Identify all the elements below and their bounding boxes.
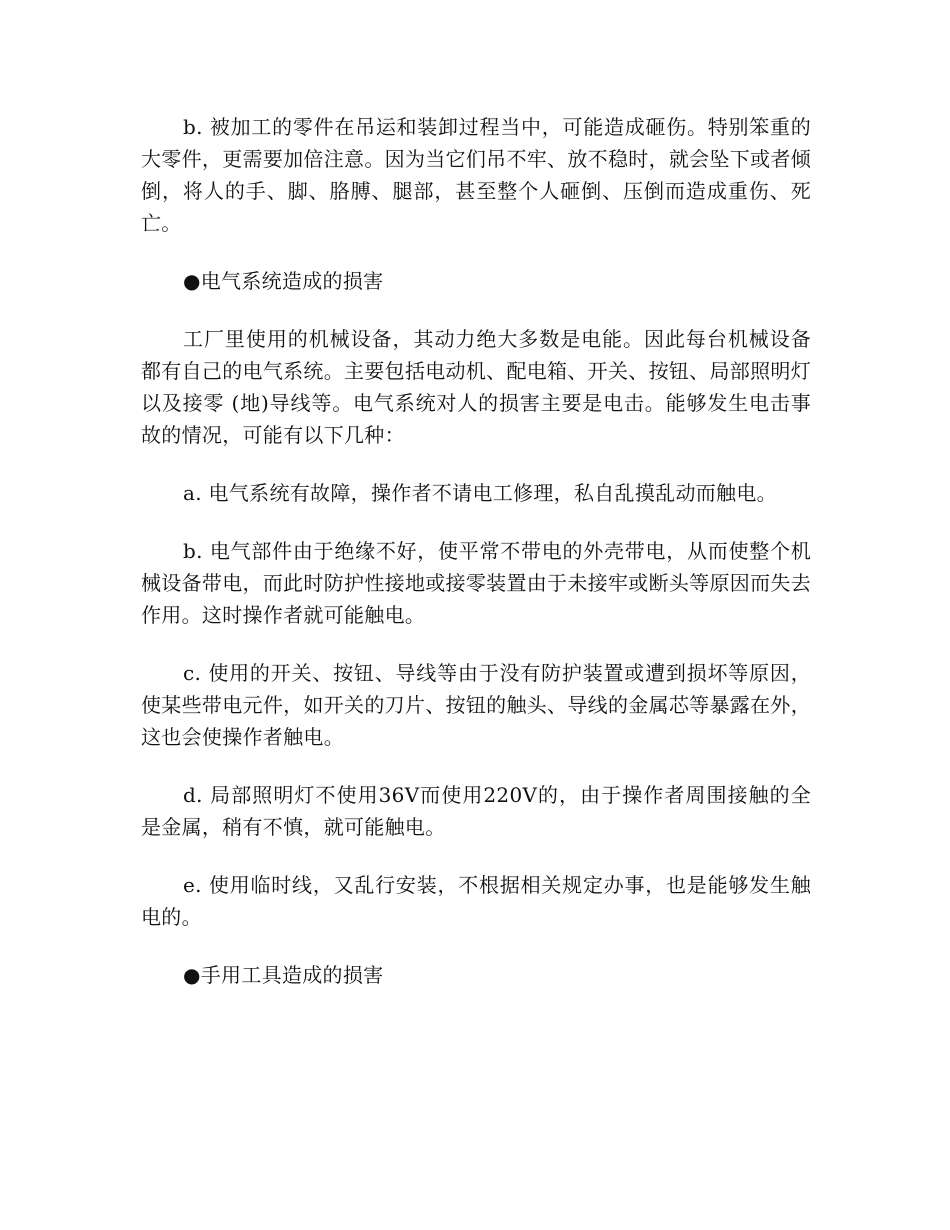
paragraph-b-lifting-injury: b. 被加工的零件在吊运和装卸过程当中，可能造成砸伤。特别笨重的大零件，更需要加倍注意。因为当它们吊不牢、放不稳时，就会坠下或者倾倒，将人的手、脚、胳膊、腿部，甚至整个人砸倒、压倒而造成重伤、死亡。 — [141, 115, 811, 235]
section-heading-hand-tools: ●手用工具造成的损害 — [183, 963, 384, 987]
document-body — [141, 111, 811, 1017]
paragraph-e-temporary-wiring: e. 使用临时线，又乱行安装，不根据相关规定办事，也是能够发生触电的。 — [141, 873, 811, 929]
paragraph-d-lighting-voltage: d. 局部照明灯不使用36V而使用220V的，由于操作者周围接触的全是金属，稍有不慎，就可能触电。 — [141, 783, 811, 839]
paragraph-c-exposed-parts: c. 使用的开关、按钮、导线等由于没有防护装置或遭到损坏等原因，使某些带电元件，如开关的刀片、按钮的触头、导线的金属芯等暴露在外，这也会使操作者触电。 — [141, 661, 811, 749]
paragraph-a-fault: a. 电气系统有故障，操作者不请电工修理，私自乱摸乱动而触电。 — [183, 481, 777, 505]
paragraph-b-insulation: b. 电气部件由于绝缘不好，使平常不带电的外壳带电，从而使整个机械设备带电，而此时防护性接地或接零装置由于未接牢或断头等原因而失去作用。这时操作者就可能触电。 — [141, 539, 811, 627]
section-heading-electrical: ●电气系统造成的损害 — [183, 269, 384, 293]
paragraph-electrical-intro: 工厂里使用的机械设备，其动力绝大多数是电能。因此每台机械设备都有自己的电气系统。主要包括电动机、配电箱、开关、按钮、局部照明灯以及接零 (地)导线等。电气系统对人的损害主要是电击。能够发生电击事故的情况，可能有以下几种： — [141, 327, 811, 447]
